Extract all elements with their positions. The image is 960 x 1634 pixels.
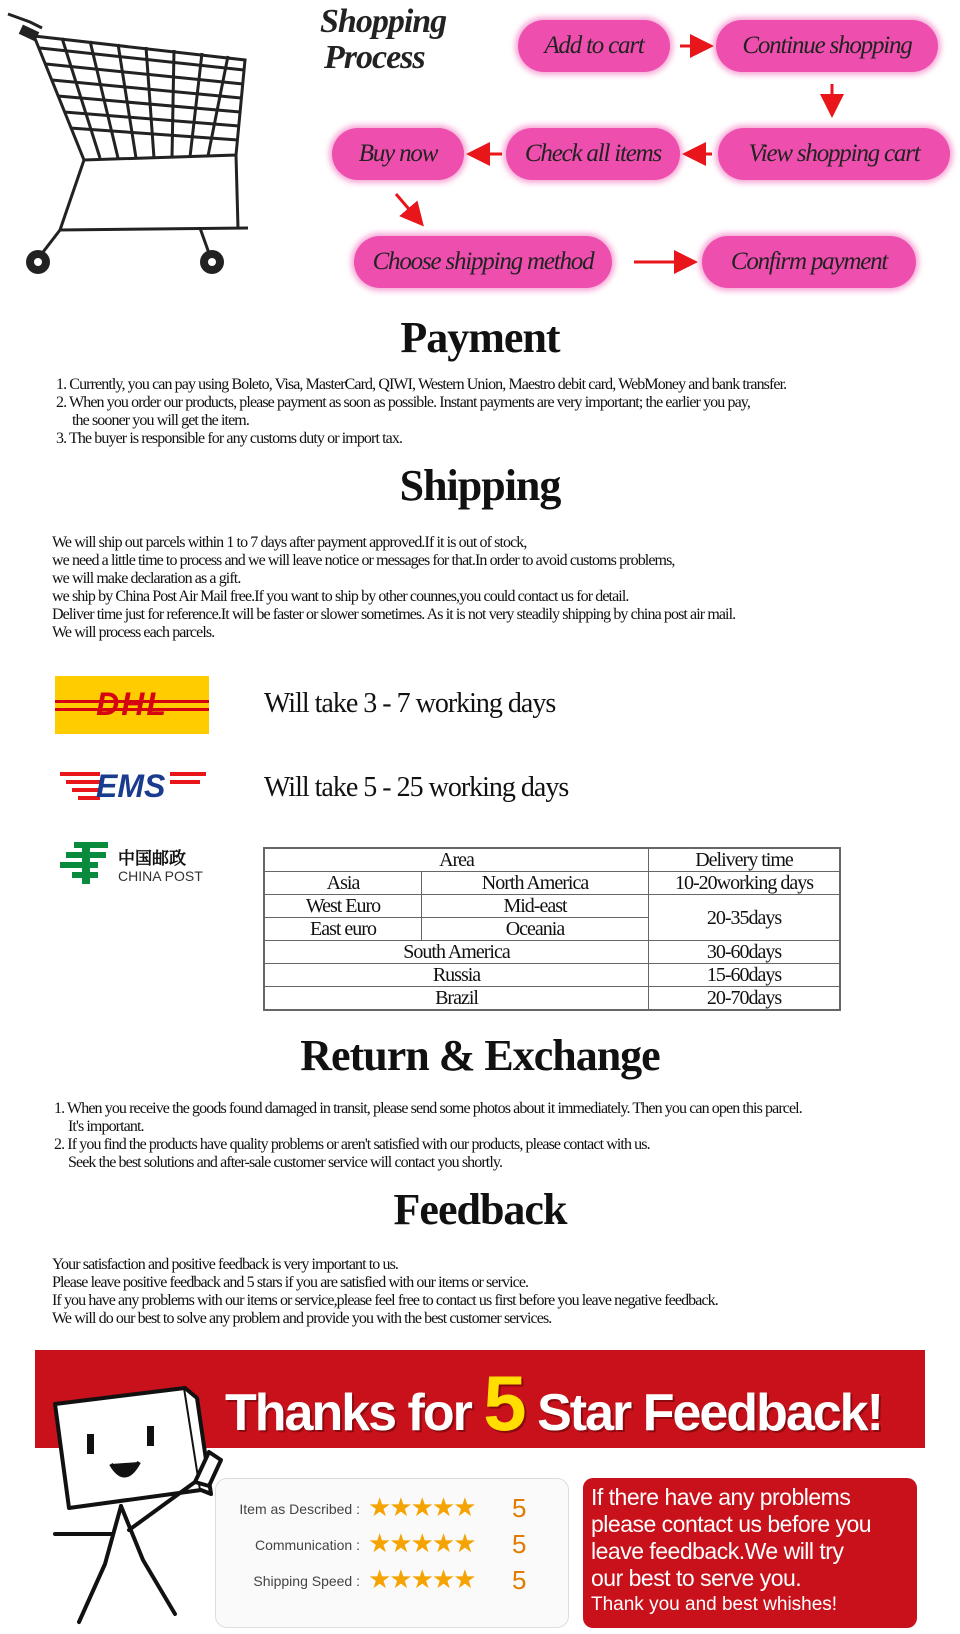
table-row [264,872,840,895]
feedback-line: If you have any problems with our items or service,please feel free to contact us first before you leave negative feedback. [52,1292,718,1309]
payment-line: 1. Currently, you can pay using Boleto, Visa, MasterCard, QIWI, Western Union, Maestro debit card, WebMoney and bank transfer. [56,376,787,393]
table-cell: 20-70days [649,987,841,1011]
process-title-line2: Process [324,39,425,76]
returns-line: 1. When you receive the goods found damaged in transit, please send some photos about it immediately. Then you can open this parcel. [54,1100,802,1117]
payment-line: 2. When you order our products, please payment as soon as possible. Instant payments are very important; the earlier you pay, [56,394,750,411]
dhl-logo-text: DHL [96,686,168,722]
table-cell: 15-60days [649,964,841,987]
star-rating-icon: ★★★★★ [368,1493,475,1522]
step-continue-shopping: Continue shopping [716,20,938,72]
china-post-icon [60,840,110,886]
five-star-banner [35,1350,925,1632]
returns-line: It's important. [68,1118,144,1135]
shipping-line: we need a little time to process and we will leave notice or messages for that.In order to avoid customs problems, [52,552,675,569]
step-confirm-payment: Confirm payment [702,236,916,288]
returns-line: 2. If you find the products have quality problems or aren't satisfied with our products, please contact with us. [54,1136,650,1153]
shipping-line: we ship by China Post Air Mail free.If you want to ship by other counnes,you could contact us for detail. [52,588,629,605]
table-cell: Mid-east [422,895,649,918]
table-cell: 30-60days [649,941,841,964]
table-row [264,895,840,918]
banner-thanks-text [225,1358,882,1449]
star-rating-icon: ★★★★★ [368,1565,475,1594]
rating-score: 5 [512,1493,527,1523]
notice-line: our best to serve you. [591,1565,802,1591]
process-arrows [0,0,960,300]
step-check-all-items: Check all items [506,128,680,180]
table-row [264,987,840,1011]
shipping-line: We will process each parcels. [52,624,215,641]
shipping-line: We will ship out parcels within 1 to 7 days after payment approved.If it is out of stock, [52,534,527,551]
table-row [264,941,840,964]
step-buy-now: Buy now [332,128,464,180]
returns-heading: Return & Exchange [300,1031,660,1080]
ems-logo [60,768,210,808]
arrow-diagonal-icon [396,194,420,222]
step-add-to-cart: Add to cart [518,20,670,72]
feedback-heading: Feedback [393,1185,567,1234]
dhl-delivery-time: Will take 3 - 7 working days [264,688,556,719]
china-post-en: CHINA POST [118,868,203,884]
table-cell: South America [264,941,649,964]
payment-line: the sooner you will get the item. [72,412,249,429]
table-cell: Asia [264,872,422,895]
banner-thanks-post: Star Feedback! [524,1384,882,1442]
table-cell: West Euro [264,895,422,918]
process-title-line1: Shopping [320,3,447,40]
notice-line: leave feedback.We will try [591,1538,844,1564]
table-cell: Russia [264,964,649,987]
star-rating-icon: ★★★★★ [368,1529,475,1558]
feedback-notice [583,1478,917,1628]
table-cell: 20-35days [649,895,841,941]
step-choose-shipping-method: Choose shipping method [354,236,612,288]
table-header-time: Delivery time [649,848,841,872]
banner-thanks-number: 5 [483,1359,525,1447]
rating-score: 5 [512,1529,527,1559]
table-cell: Oceania [422,918,649,941]
feedback-line: Please leave positive feedback and 5 stars if you are satisfied with our items or service. [52,1274,529,1291]
delivery-time-table [263,847,841,1011]
returns-line: Seek the best solutions and after-sale customer service will contact you shortly. [68,1154,503,1171]
table-cell: North America [422,872,649,895]
shipping-line: we will make declaration as a gift. [52,570,241,587]
payment-heading: Payment [400,313,560,362]
mascot-icon [25,1364,225,1634]
table-cell: Brazil [264,987,649,1011]
table-cell: East euro [264,918,422,941]
rating-label: Item as Described : [239,1501,360,1517]
payment-line: 3. The buyer is responsible for any customs duty or import tax. [56,430,403,447]
table-row [264,848,840,872]
banner-thanks-pre: Thanks for [225,1384,484,1442]
shipping-heading: Shipping [399,461,561,510]
dhl-logo [55,676,209,734]
rating-label: Communication : [254,1537,360,1553]
step-view-shopping-cart: View shopping cart [718,128,950,180]
rating-score: 5 [512,1565,527,1595]
china-post-cn: 中国邮政 [118,849,186,869]
feedback-line: Your satisfaction and positive feedback is very important to us. [52,1256,399,1273]
rating-label: Shipping Speed : [253,1573,360,1589]
notice-thanks: Thank you and best whishes! [591,1594,838,1615]
notice-line: please contact us before you [591,1511,872,1537]
rating-panel [215,1478,569,1628]
ems-logo-text: EMS [96,768,166,804]
table-header-area: Area [264,848,649,872]
feedback-line: We will do our best to solve any problem and provide you with the best customer services. [52,1310,552,1327]
table-cell: 10-20working days [649,872,841,895]
ems-delivery-time: Will take 5 - 25 working days [264,772,569,803]
shipping-line: Deliver time just for reference.It will be faster or slower sometimes. As it is not very steadily shipping by china post air mail. [52,606,736,623]
notice-line: If there have any problems [591,1484,851,1510]
table-row [264,964,840,987]
